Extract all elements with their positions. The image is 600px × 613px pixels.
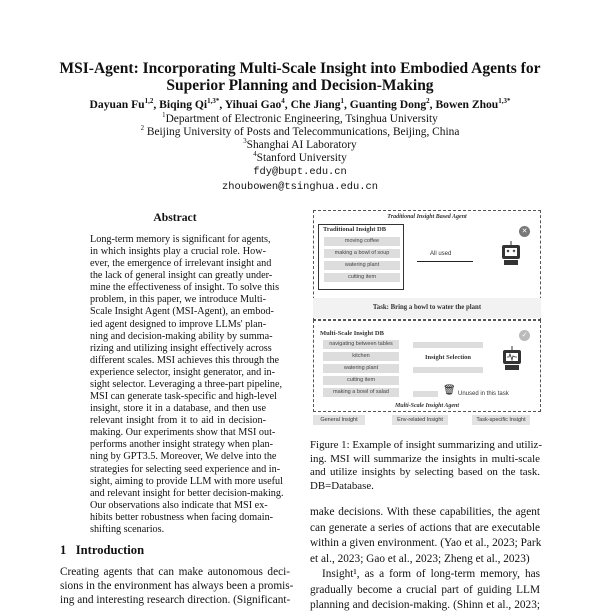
abstract-line: insight, store it in a database, and then use: [90, 403, 266, 415]
abstract-line: problem, in this paper, we introduce Multi-: [90, 294, 266, 306]
selection-arrow: [413, 367, 483, 373]
multi-scale-insight-db: [318, 329, 404, 401]
db-item: watering plant: [323, 364, 399, 373]
section-title: Introduction: [75, 543, 145, 557]
abstract-line: different scales. MSI achieves this through the: [90, 354, 280, 366]
db-item: moving coffee: [324, 237, 400, 246]
affiliation-text: Department of Electronic Engineering, Tsinghua University: [165, 113, 438, 125]
author-affiliation-mark: 1,2: [144, 97, 154, 106]
affiliation-mark: 1: [162, 112, 166, 120]
legend-general-insight: General Insight: [313, 415, 365, 425]
success-badge-icon: ✓: [519, 330, 530, 341]
abstract-line: Our observations also indicate that MSI ex-: [90, 499, 268, 511]
abstract-line: sight selector. Leveraging a three-part pipeline,: [90, 378, 283, 390]
affiliation: [0, 113, 600, 126]
abstract-line: strategies for selecting seed experience and in-: [90, 463, 281, 475]
affiliation: [0, 139, 600, 152]
body-line: planning and decision-making. (Shinn et al., 2023;: [310, 599, 540, 611]
arrow-line: [417, 261, 473, 262]
body-line: gradually become a crucial part of guiding LLM: [310, 583, 540, 596]
author: [435, 98, 510, 111]
body-line: make decisions. With these capabilities, the agent: [310, 506, 540, 518]
abstract-line: sight, aiming to provide LLM with more useful: [90, 475, 283, 487]
author-name: Dayuan Fu: [89, 98, 145, 111]
author-affiliation-mark: 4: [281, 97, 285, 106]
affiliation-text: Stanford University: [256, 152, 347, 164]
robot-failed-icon: [498, 240, 524, 266]
selection-arrow: [413, 342, 483, 348]
multi-scale-agent-title: Multi-Scale Insight Agent: [394, 403, 460, 409]
author: Dayuan Fu$^{1,2}$,: [89, 97, 160, 111]
author-affiliation-mark: 1,3*: [498, 97, 511, 106]
abstract-heading: Abstract: [153, 211, 197, 224]
abstract-line: ied agent designed to improve LLMs' plan-: [90, 318, 267, 330]
db-item: cutting item: [323, 376, 399, 385]
author-name: Bowen Zhou: [435, 98, 499, 111]
caption-line: and utilize insights by selecting based on the task.: [310, 466, 540, 478]
abstract-line: MSI can generate task-specific and high-level: [90, 391, 277, 403]
caption-line: ing. MSI will summarize the insights in multi-scale: [310, 452, 540, 465]
author-name: Guanting Dong: [349, 98, 427, 111]
db-item: cutting item: [324, 273, 400, 282]
section-number: 1: [60, 543, 67, 557]
task-label: Task: Bring a bowl to water the plant: [372, 304, 482, 311]
intro-line: Creating agents that can make autonomous deci-: [60, 566, 290, 578]
author-name: Che Jiang: [290, 98, 341, 111]
email-1: fdy@bupt.edu.cn: [253, 166, 347, 178]
author: Guanting Dong$^2$,: [349, 97, 436, 111]
abstract-line: mine the effectiveness of insight. To solve this: [90, 282, 280, 294]
abstract-line: hibits better robustness when facing domain-: [90, 511, 274, 523]
traditional-agent-title: Traditional Insight Based Agent: [387, 214, 467, 220]
email-2: zhoubowen@tsinghua.edu.cn: [222, 181, 378, 193]
unused-arrow: [413, 391, 438, 397]
robot-success-icon: [499, 345, 525, 371]
affiliation: [0, 126, 600, 139]
affiliation-mark: 4: [253, 151, 257, 159]
legend-env-insight: Env-related Insight: [392, 415, 448, 425]
section-heading-introduction: [60, 543, 144, 557]
abstract-line: shifting scenarios.: [90, 523, 165, 535]
paper-title-line-2: Superior Planning and Decision-Making: [166, 77, 434, 94]
body-line: within a given environment. (Yao et al., 2023; Park: [310, 537, 542, 549]
author-affiliation-mark: 1,3*: [207, 97, 220, 106]
abstract-line: and relevant insight for better decision-making.: [90, 487, 284, 499]
paper-title-line-1: MSI-Agent: Incorporating Multi-Scale Insight into Embodied Agents for: [59, 60, 541, 77]
affiliation: [0, 152, 600, 165]
abstract-line: rizing and utilizing insight effectively across: [90, 342, 272, 354]
author: Biqing $Qi^{1,3*}$,: [159, 97, 225, 111]
abstract-line: making. Our experiments show that MSI out-: [90, 427, 276, 439]
abstract-line: experience selector, insight generator, and in-: [90, 366, 276, 378]
author: Che Jiang$^1$,: [290, 97, 350, 111]
abstract-line: performs another insight strategy when plan-: [90, 439, 274, 451]
affiliation-mark: 3: [243, 138, 247, 146]
all-used-label: All used: [430, 251, 452, 257]
intro-line: sions in the environment has always been a promis-: [60, 580, 294, 592]
traditional-insight-db: [318, 224, 404, 290]
unused-label: Unused in this task: [458, 391, 509, 397]
db-item: making a bowl of soup: [324, 249, 400, 258]
abstract-line: ever, the emergence of irrelevant insight and: [90, 258, 272, 270]
traditional-db-title: Traditional Insight DB: [323, 226, 387, 233]
abstract-line: in which insights play a crucial role. How-: [90, 246, 266, 258]
abstract-line: Scale Insight Agent (MSI-Agent), an embod-: [90, 306, 274, 318]
trash-bin-icon: 🗑: [443, 385, 456, 396]
abstract-line: ning and decision-making ability by summa-: [90, 330, 273, 342]
body-line: can generate a series of actions that are executable: [310, 521, 540, 534]
failure-badge-icon: ✕: [519, 226, 530, 237]
author-affiliation-mark: 2: [426, 97, 430, 106]
body-line: Insight¹, as a form of long-term memory, has: [322, 568, 540, 580]
abstract-line: the lack of general insight can greatly under-: [90, 270, 273, 282]
db-item: making a bowl of salad: [323, 388, 399, 397]
author-affiliation-mark: 1: [340, 97, 344, 106]
db-item: kitchen: [323, 352, 399, 361]
abstract-line: relevant insight from it to aid in decision-: [90, 415, 266, 427]
author-name: Yihuai Gao: [224, 98, 282, 111]
db-item: navigating between tables: [323, 340, 399, 349]
caption-line: Figure 1: Example of insight summarizing and utiliz-: [310, 439, 542, 451]
multi-scale-db-title: Multi-Scale Insight DB: [320, 330, 384, 337]
insight-selection-label: Insight Selection: [425, 354, 472, 361]
author-list: [0, 98, 600, 111]
figure-1: [313, 210, 541, 412]
legend-task-insight: Task-specific Insight: [472, 415, 530, 425]
abstract-line: Long-term memory is significant for agents,: [90, 234, 271, 245]
affiliation-text: Beijing University of Posts and Telecommunications, Beijing, China: [144, 126, 460, 138]
caption-line: DB=Database.: [310, 479, 374, 492]
affiliation-mark: 2: [140, 125, 145, 133]
db-item: watering plant: [324, 261, 400, 270]
affiliation-text: Shanghai AI Laboratory: [246, 139, 357, 151]
abstract-line: ning by GPT3.5. Moreover, We delve into the: [90, 451, 277, 463]
body-line: et al., 2023; Gao et al., 2023; Zheng et al., 2023): [310, 552, 530, 565]
intro-line: ing and interesting research direction. (Significant-: [60, 594, 291, 606]
author: Yihuai Gao$^4$,: [224, 97, 291, 111]
author-name: Biqing Qi: [159, 98, 208, 111]
